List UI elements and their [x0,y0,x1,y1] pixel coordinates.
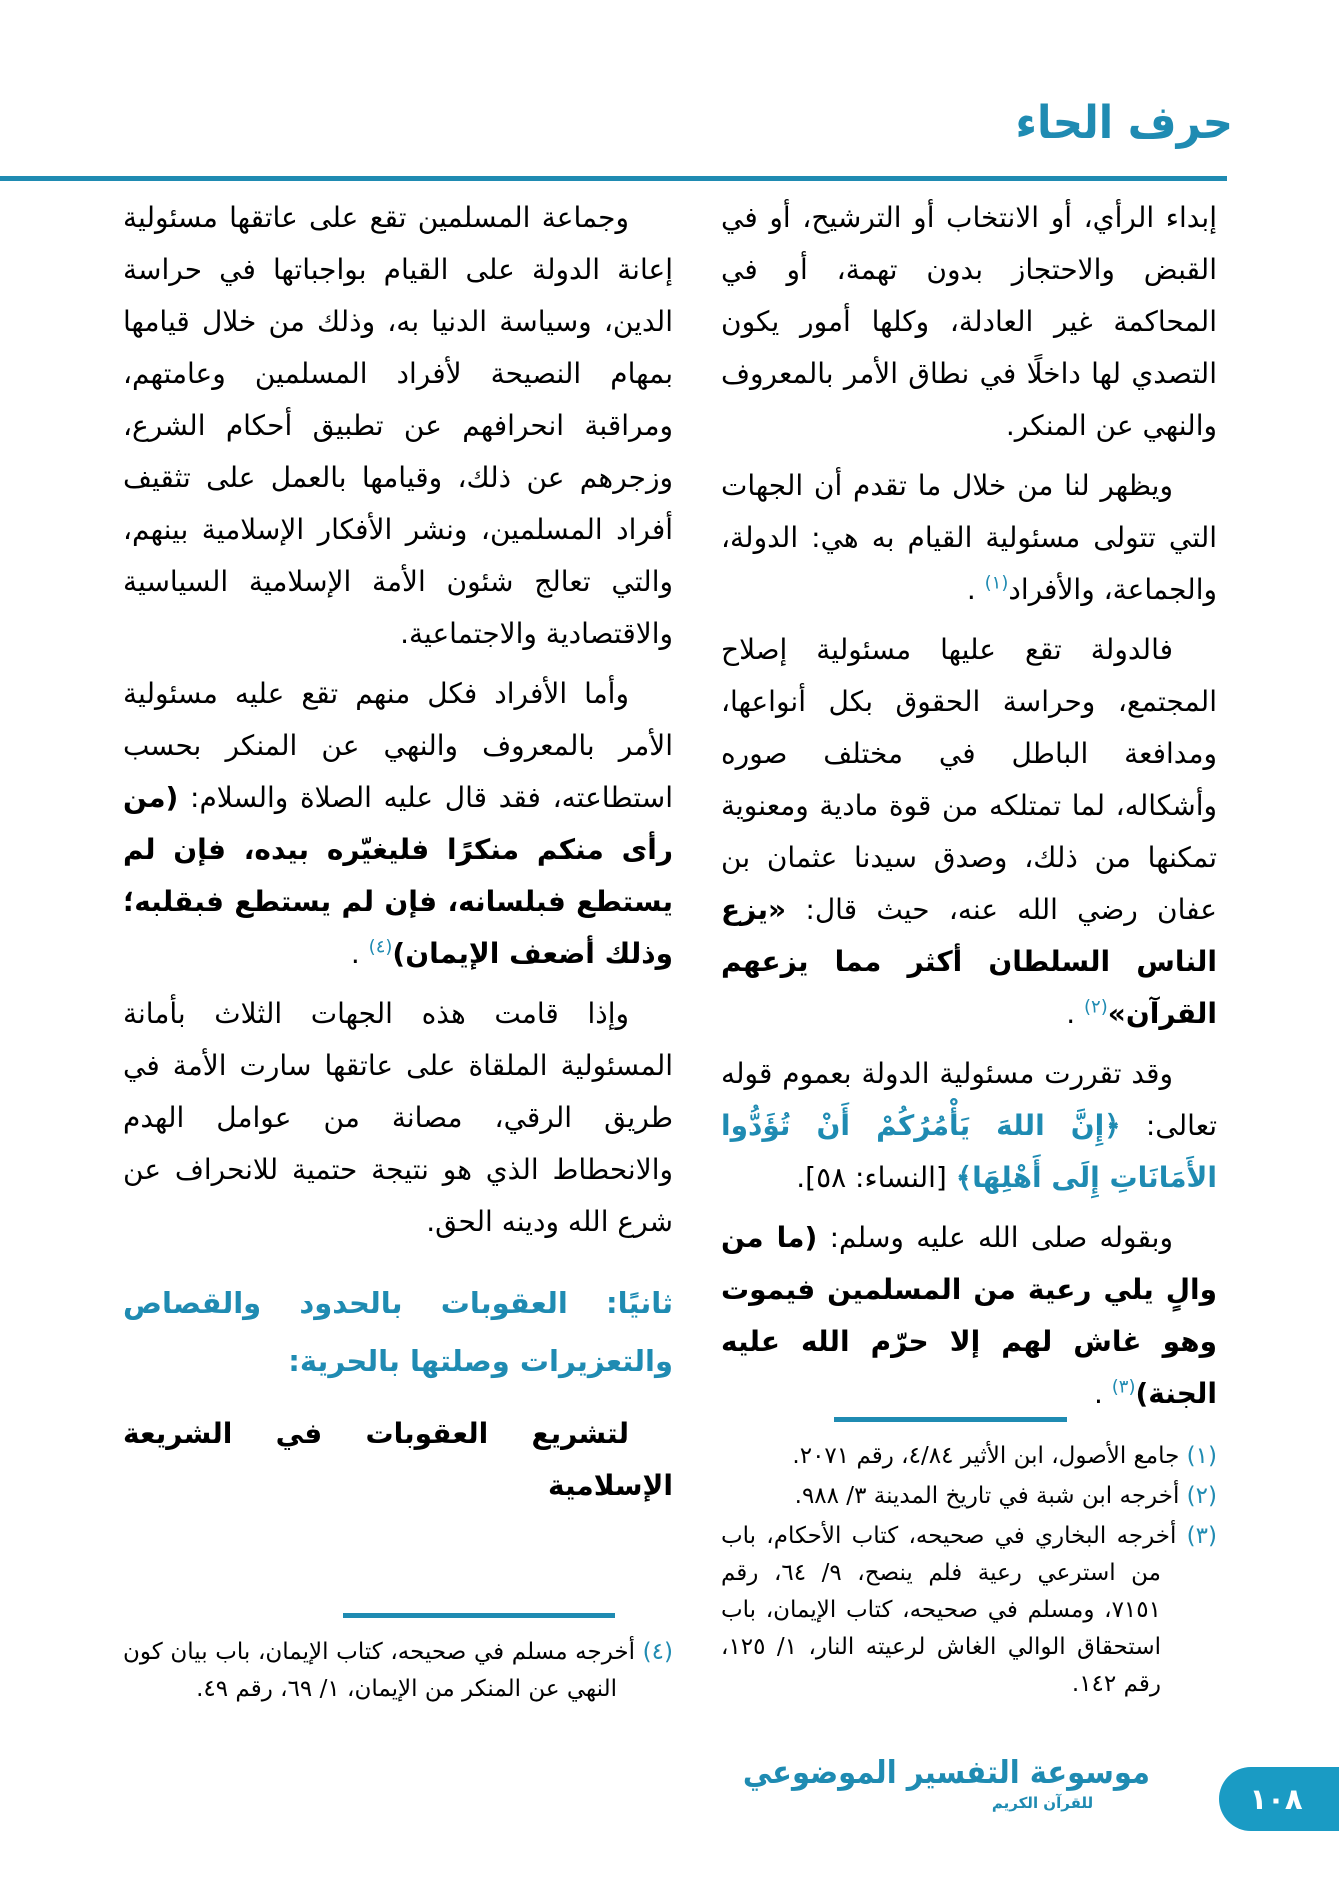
paragraph-text: ويظهر لنا من خلال ما تقدم أن الجهات التي تتولى مسئولية القيام به هي: الدولة، والجماعة، والأفراد [721,469,1217,606]
hadith-quote: (ما من والٍ يلي رعية من المسلمين فيموت وهو غاش لهم إلا حرّم الله عليه الجنة) [721,1221,1217,1410]
footnote-text: أخرجه البخاري في صحيحه، كتاب الأحكام، باب من استرعي رعية فلم ينصح، ٩/ ٦٤، رقم ٧١٥١، ومسلم في صحيحه، كتاب الإيمان، باب استحقاق الوالي الغاش لرعيته النار، ١/ ١٢٥، رقم ١٤٢. [721,1523,1177,1697]
paragraph-text: وبقوله صلى الله عليه وسلم: [817,1221,1173,1254]
footnote-3 [721,1518,1217,1703]
paragraph-text: . [1093,1377,1112,1410]
column-right [721,192,1217,1774]
publisher-logo-subtitle: للقرآن الكريم [991,1794,1094,1813]
paragraph-text: . [966,573,985,606]
footnote-ref-4: (٤) [368,936,393,958]
publisher-logo-title: موسوعة التفسير الموضوعي [742,1753,1150,1791]
footnote-number: (٣) [1186,1523,1217,1549]
footnote-separator [834,1417,1067,1422]
page-number: ١٠٨ [1249,1782,1303,1816]
paragraph [721,192,1217,452]
chapter-calligraphy-title: حرف الحاء [1015,96,1233,149]
paragraph-text: . [350,937,369,970]
footnotes-right [721,1417,1217,1706]
header-rule [0,176,1227,181]
hadith-quote: (من رأى منكم منكرًا فليغيّره بيده، فإن لم يستطع فبلسانه، فإن لم يستطع فبقلبه؛ وذلك أضعف الإيمان) [123,781,673,970]
paragraph [721,1048,1217,1204]
footnote-text: أخرجه ابن شبة في تاريخ المدينة ٣/ ٩٨٨. [794,1483,1180,1509]
paragraph-text: إبداء الرأي، أو الانتخاب أو الترشيح، أو في القبض والاحتجاز بدون تهمة، أو في المحاكمة غير العادلة، وكلها أمور يكون التصدي لها داخلًا في نطاق الأمر بالمعروف والنهي عن المنكر. [721,201,1217,442]
footnote-ref-1: (١) [984,572,1009,594]
paragraph-text: وجماعة المسلمين تقع على عاتقها مسئولية إعانة الدولة على القيام بواجباتها في حراسة الدين، وسياسة الدنيا به، وذلك من خلال قيامها بمهام النصيحة لأفراد المسلمين وعامتهم، ومراقبة انحرافهم عن تطبيق أحكام الشرع، وزجرهم عن ذلك، وقيامها بالعمل على تثقيف أفراد المسلمين، ونشر الأفكار الإسلامية بينهم، والتي تعالج شئون الأمة الإسلامية السياسية والاقتصادية والاجتماعية. [123,201,673,650]
quran-verse: ﴿إِنَّ اللهَ يَأْمُرُكُمْ أَنْ تُؤَدُّوا الأَمَانَاتِ إِلَى أَهْلِهَا﴾ [721,1109,1217,1194]
page-number-badge [1219,1767,1339,1831]
paragraph [721,460,1217,616]
verse-citation: [النساء: ٥٨]. [796,1161,956,1194]
footnote-4 [123,1634,673,1708]
footnote-ref-2: (٢) [1084,996,1108,1018]
footnote-number: (٢) [1186,1483,1217,1509]
paragraph-text: وإذا قامت هذه الجهات الثلاث بأمانة المسئولية الملقاة على عاتقها سارت الأمة في طريق الرقي، مصانة من عوامل الهدم والانحطاط الذي هو نتيجة حتمية للانحراف عن شرع الله ودينه الحق. [123,997,673,1238]
footnote-ref-3: (٣) [1111,1376,1136,1398]
footnote-number: (١) [1186,1443,1217,1469]
hadith-quote: «يزع الناس السلطان أكثر مما يزعهم القرآن» [721,893,1217,1030]
paragraph [721,1212,1217,1420]
footnote-text: جامع الأصول، ابن الأثير ٤/٨٤، رقم ٢٠٧١. [792,1443,1180,1469]
paragraph-text: لتشريع العقوبات في الشريعة الإسلامية [123,1417,673,1502]
paragraph [123,988,673,1248]
paragraph-text: . [1066,997,1084,1030]
paragraph [721,624,1217,1040]
section-heading: ثانيًا: العقوبات بالحدود والقصاص والتعزيرات وصلتها بالحرية: [123,1286,673,1378]
footnotes-left [123,1613,673,1711]
publisher-logo [742,1753,1150,1813]
footnote-text: أخرجه مسلم في صحيحه، كتاب الإيمان، باب بيان كون النهي عن المنكر من الإيمان، ١/ ٦٩، رقم ٤٩. [123,1639,636,1702]
footnote-2 [721,1478,1217,1515]
paragraph-text: وقد تقررت مسئولية الدولة بعموم قوله تعالى: [721,1057,1217,1142]
column-left [123,192,673,1774]
footnote-separator [343,1613,615,1618]
footnote-number: (٤) [642,1639,673,1665]
paragraph [123,192,673,660]
paragraph [123,668,673,980]
paragraph-text: وأما الأفراد فكل منهم تقع عليه مسئولية الأمر بالمعروف والنهي عن المنكر بحسب استطاعته، فقد قال عليه الصلاة والسلام: [123,677,673,814]
paragraph-text: فالدولة تقع عليها مسئولية إصلاح المجتمع، وحراسة الحقوق بكل أنواعها، ومدافعة الباطل في مختلف صوره وأشكاله، لما تمتلكه من قوة مادية ومعنوية تمكنها من ذلك، وصدق سيدنا عثمان بن عفان رضي الله عنه، حيث قال: [721,633,1217,926]
footnote-1 [721,1438,1217,1475]
paragraph [123,1408,673,1512]
